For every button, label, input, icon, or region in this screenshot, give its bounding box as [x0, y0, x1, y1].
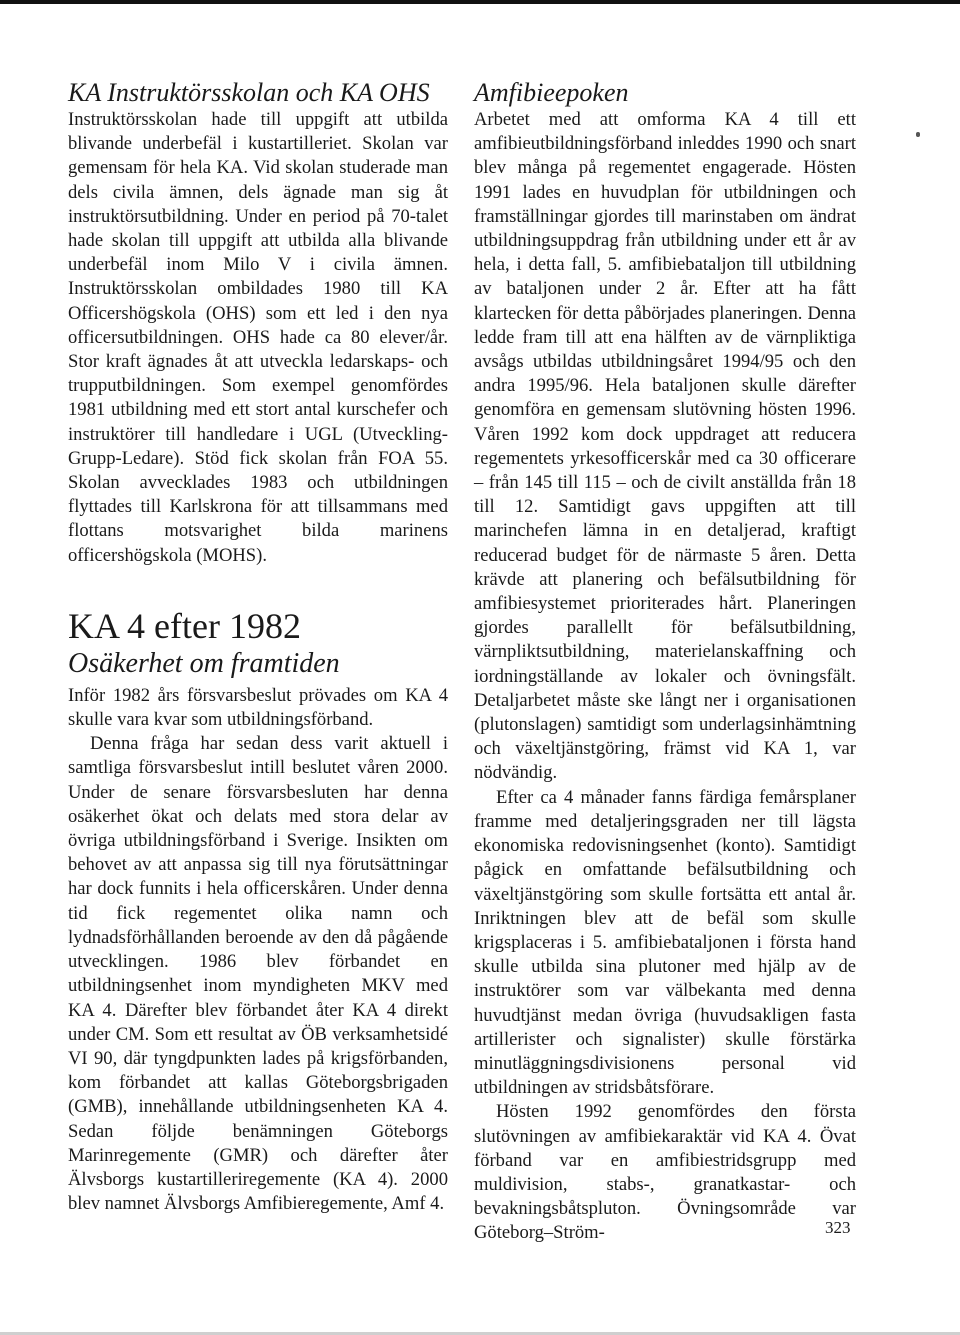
scan-speck: [916, 132, 920, 137]
left-column: [68, 78, 448, 1216]
paragraph: Denna fråga har sedan dess varit aktuell i samtliga försvarsbeslut intill beslutet våren 2000. Under de senare försvarsbesluten har denna osäkerhet ökat och delats med stora delar av övriga utbildningsförband i Sverige. Insikten om behovet av att anpassa sig till nya förutsättningar har dock funnits i hela officerskåren. Under denna tid fick regementet olika namn och lydnadsförhållanden beroende av den då pågående utvecklingen. 1986 blev förbandet en utbildningsenhet inom myndigheten MKV med KA 4. Därefter blev förbandet åter KA 4 direkt under CM. Som ett resultat av ÖB verksamhetsidé VI 90, där tyngdpunkten lades på krigsförbanden, kom förbandet att kallas Göteborgsbrigaden (GMB), innehållande utbildningsenheten KA 4. Sedan följde benämningen Göteborgs Marinregemente (GMR) och därefter åter Älvsborgs kustartilleriregemente (KA 4). 2000 blev namnet Älvsborgs Amfibieregemente, Amf 4.: [68, 733, 448, 1215]
paragraph: Inför 1982 års försvarsbeslut prövades om KA 4 skulle vara kvar som utbildningsförband.: [68, 684, 448, 731]
section-title-amfibieepoken: Amfibieepoken: [474, 78, 629, 107]
chapter-title: KA 4 efter 1982: [68, 605, 301, 646]
section-title-instruktorsskolan: KA Instruktörsskolan och KA OHS: [68, 78, 430, 107]
chapter-heading-block: [68, 606, 448, 682]
paragraph: Hösten 1992 genomfördes den första slutövningen av amfibiekaraktär vid KA 4. Övat förband var en amfibiestridsgrupp med muldivision, stabs-, granatkastar- och bevakningsbåtspluton. Övningsområde var Göteborg–Ström-: [474, 1101, 856, 1244]
paragraph: Instruktörsskolan hade till uppgift att utbilda blivande underbefäl i kustartilleriet. Skolan var gemensam för hela KA. Vid skolan studerade man dels civila ämnen, dels ägnade man sig åt instruktörsutbildning. Under en period på 70-talet hade skolan till uppgift att utbilda alla blivande underbefäl inom Milo V i civila ämnen. Instruktörsskolan ombildades 1980 till KA Officershögskola (OHS) som ett led i den nya officersutbildningen. OHS hade ca 80 elever/år. Stor kraft ägnades åt att utveckla ledarskaps- och trupputbildningen. Som exempel genomfördes 1981 utbildning med ett stort antal kurschefer och instruktörer till handledare i UGL (Utveckling-Grupp-Ledare). Stöd fick skolan från FOA 55. Skolan avvecklades 1983 och utbildningen flyttades till Karlskrona för att tillsammans med flottans motsvarighet bilda marinens officershögskola (MOHS).: [68, 109, 448, 566]
page-number: 323: [825, 1218, 851, 1237]
paragraph: Arbetet med att omforma KA 4 till ett amfibieutbildningsförband inleddes 1990 och snart blev många på regementet engagerade. Hösten 1991 lades en huvudplan för utbildningen och framställningar gjordes till marinstaben om ändrat utbildningsuppdrag från utbildning under ett år av hela, i detta fall, 5. amfibiebataljon till utbildning av bataljonen under 2 år. Efter att ha fått klartecken för detta påbörjades planeringen. Denna ledde fram till att ena hälften av de värnpliktiga avsågs utbildas utbildningsåret 1994/95 och den andra 1995/96. Hela bataljonen skulle därefter genomföra en gemensam slutövning hösten 1996. Våren 1992 kom dock uppdraget att reducera regementets yrkesofficerskår med ca 30 officerare – från 145 till 115 – och de civilt anställda från 18 till 12. Samtidigt gavs uppgiften att till marinchefen lämna in en detaljerad, kraftigt reducerad budget för de närmaste 5 åren. Detta krävde att planering och befälsutbildning för amfibiesystemet prioriterades hårt. Planeringen gjordes parallellt för befälsutbildning, värnpliktsutbildning, materielanskaffning och iordningställande av lokaler och övningsfält. Detaljarbetet måste ske långt ner i organisationen (plutonslagen) samtidigt som underlagsinhämtning och växeltjänstgöring, främst vid KA 1, var nödvändig.: [474, 109, 856, 784]
top-rule: [0, 0, 960, 4]
paragraph: Efter ca 4 månader fanns färdiga femårsplaner framme med detaljeringsgraden ner till lägsta ekonomiska redovisningsenhet (konto). Samtidigt pågick en omfattande befälsutbildning och växeltjänstgöring som skulle fortsätta ett antal år. Inriktningen blev att de befäl som skulle krigsplaceras i 5. amfibiebataljonen i första hand skulle utbilda sina plutoner med hjälp av de instruktörer som var välbekanta med denna huvudtjänst medan övriga (huvudsakligen fasta artillerister och signalister) skulle förstärka minutläggningsdivisionens personal vid utbildningen av stridsbåtsförare.: [474, 786, 856, 1099]
chapter-subtitle: Osäkerhet om framtiden: [68, 647, 340, 679]
right-column: [474, 78, 856, 1246]
